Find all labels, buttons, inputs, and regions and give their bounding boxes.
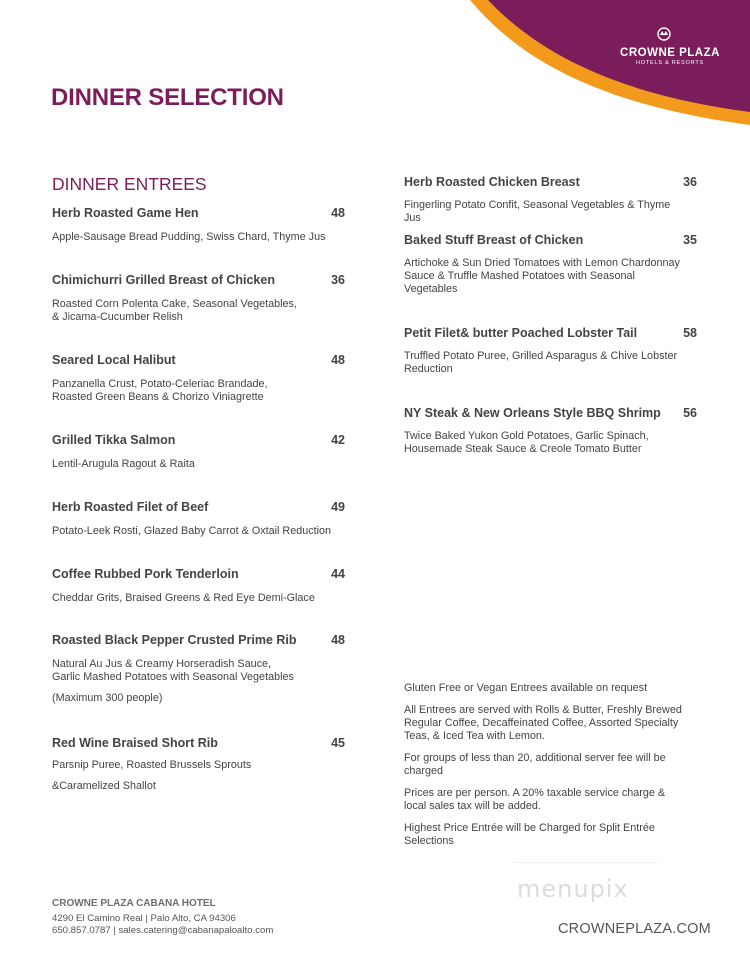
entree-name: Grilled Tikka Salmon <box>52 433 176 447</box>
footer-contact: 650.857.0787 | sales.catering@cabanapaloalto.com <box>52 925 274 936</box>
entree-name: Baked Stuff Breast of Chicken <box>404 233 584 247</box>
entree-description: Fingerling Potato Confit, Seasonal Vegetables & Thyme Jus <box>404 199 671 224</box>
entree-item <box>52 500 345 538</box>
entree-item <box>52 633 345 705</box>
entree-description: Cheddar Grits, Braised Greens & Red Eye Demi-Glace <box>52 592 315 604</box>
footer-address: 4290 El Camino Real | Palo Alto, CA 94306 <box>52 913 236 924</box>
entree-item <box>404 326 697 376</box>
entree-description: Artichoke & Sun Dried Tomatoes with Lemon Chardonnay Sauce & Truffle Mashed Potatoes with Seasonal Vegetables <box>404 257 680 295</box>
entree-name: Roasted Black Pepper Crusted Prime Rib <box>52 633 297 647</box>
page-title: DINNER SELECTION <box>51 84 284 111</box>
entree-price: 49 <box>331 500 345 514</box>
watermark-divider <box>512 862 660 864</box>
entree-item <box>52 206 345 244</box>
entree-description: Apple-Sausage Bread Pudding, Swiss Chard, Thyme Jus <box>52 231 326 243</box>
note-pricing: Prices are per person. A 20% taxable service charge & local sales tax will be added. <box>404 787 666 812</box>
entree-description: Panzanella Crust, Potato-Celeriac Brandade, Roasted Green Beans & Chorizo Viniagrette <box>52 378 268 403</box>
entree-description: Natural Au Jus & Creamy Horseradish Sauce, Garlic Mashed Potatoes with Seasonal Vegetables <box>52 658 294 683</box>
entree-name: Herb Roasted Chicken Breast <box>404 175 580 189</box>
footer-website: CROWNEPLAZA.COM <box>558 921 711 937</box>
entree-description: Roasted Corn Polenta Cake, Seasonal Vegetables, & Jicama-Cucumber Relish <box>52 298 297 323</box>
entree-price: 58 <box>683 326 697 340</box>
watermark-text: menupix <box>517 875 629 903</box>
menu-notes <box>404 682 704 857</box>
note-small-groups: For groups of less than 20, additional server fee will be charged <box>404 752 666 777</box>
entree-description: Lentil-Arugula Ragout & Raita <box>52 458 195 470</box>
note-included: All Entrees are served with Rolls & Butter, Freshly Brewed Regular Coffee, Decaffeinated Coffee, Assorted Specialty Teas, & Iced Tea with Lemon. <box>404 704 682 742</box>
entree-price: 36 <box>331 273 345 287</box>
entree-item <box>404 406 697 456</box>
entree-name: Herb Roasted Filet of Beef <box>52 500 209 514</box>
entree-name: Red Wine Braised Short Rib <box>52 736 218 750</box>
entree-price: 48 <box>331 353 345 367</box>
corner-swoosh-graphic <box>0 0 750 140</box>
entree-price: 56 <box>683 406 697 420</box>
entree-description: Truffled Potato Puree, Grilled Asparagus & Chive Lobster Reduction <box>404 350 678 375</box>
entree-description: Twice Baked Yukon Gold Potatoes, Garlic Spinach, Housemade Steak Sauce & Creole Tomato Butter <box>404 430 649 455</box>
entree-price: 48 <box>331 633 345 647</box>
entree-price: 48 <box>331 206 345 220</box>
note-dietary: Gluten Free or Vegan Entrees available on request <box>404 682 648 694</box>
crown-logo-icon <box>653 26 675 42</box>
entree-item <box>52 273 345 324</box>
entree-name: Petit Filet& butter Poached Lobster Tail <box>404 326 638 340</box>
entree-description: Potato-Leek Rosti, Glazed Baby Carrot & Oxtail Reduction <box>52 525 332 537</box>
entree-name: Seared Local Halibut <box>52 353 176 367</box>
entree-name: Herb Roasted Game Hen <box>52 206 199 220</box>
entree-price: 36 <box>683 175 697 189</box>
entree-item <box>52 567 345 605</box>
brand-name: CROWNE PLAZA <box>620 47 720 59</box>
entree-note: &Caramelized Shallot <box>52 780 156 792</box>
brand-logo <box>600 47 740 66</box>
note-split-entree: Highest Price Entrée will be Charged for Split Entrée Selections <box>404 822 655 847</box>
entree-price: 44 <box>331 567 345 581</box>
entree-description: Parsnip Puree, Roasted Brussels Sprouts <box>52 759 252 771</box>
entree-price: 42 <box>331 433 345 447</box>
entree-price: 35 <box>683 233 697 247</box>
entree-item <box>404 175 697 225</box>
entree-item <box>52 736 345 793</box>
entree-item <box>52 433 345 471</box>
brand-subtitle: HOTELS & RESORTS <box>635 60 705 66</box>
entree-item <box>52 353 345 404</box>
footer-hotel-name: CROWNE PLAZA CABANA HOTEL <box>52 898 216 909</box>
entree-price: 45 <box>331 736 345 750</box>
entree-note: (Maximum 300 people) <box>52 692 163 704</box>
entree-name: Chimichurri Grilled Breast of Chicken <box>52 273 275 287</box>
section-title: DINNER ENTREES <box>52 174 207 194</box>
entree-item <box>404 233 697 296</box>
entree-name: Coffee Rubbed Pork Tenderloin <box>52 567 239 581</box>
entree-name: NY Steak & New Orleans Style BBQ Shrimp <box>404 406 661 420</box>
